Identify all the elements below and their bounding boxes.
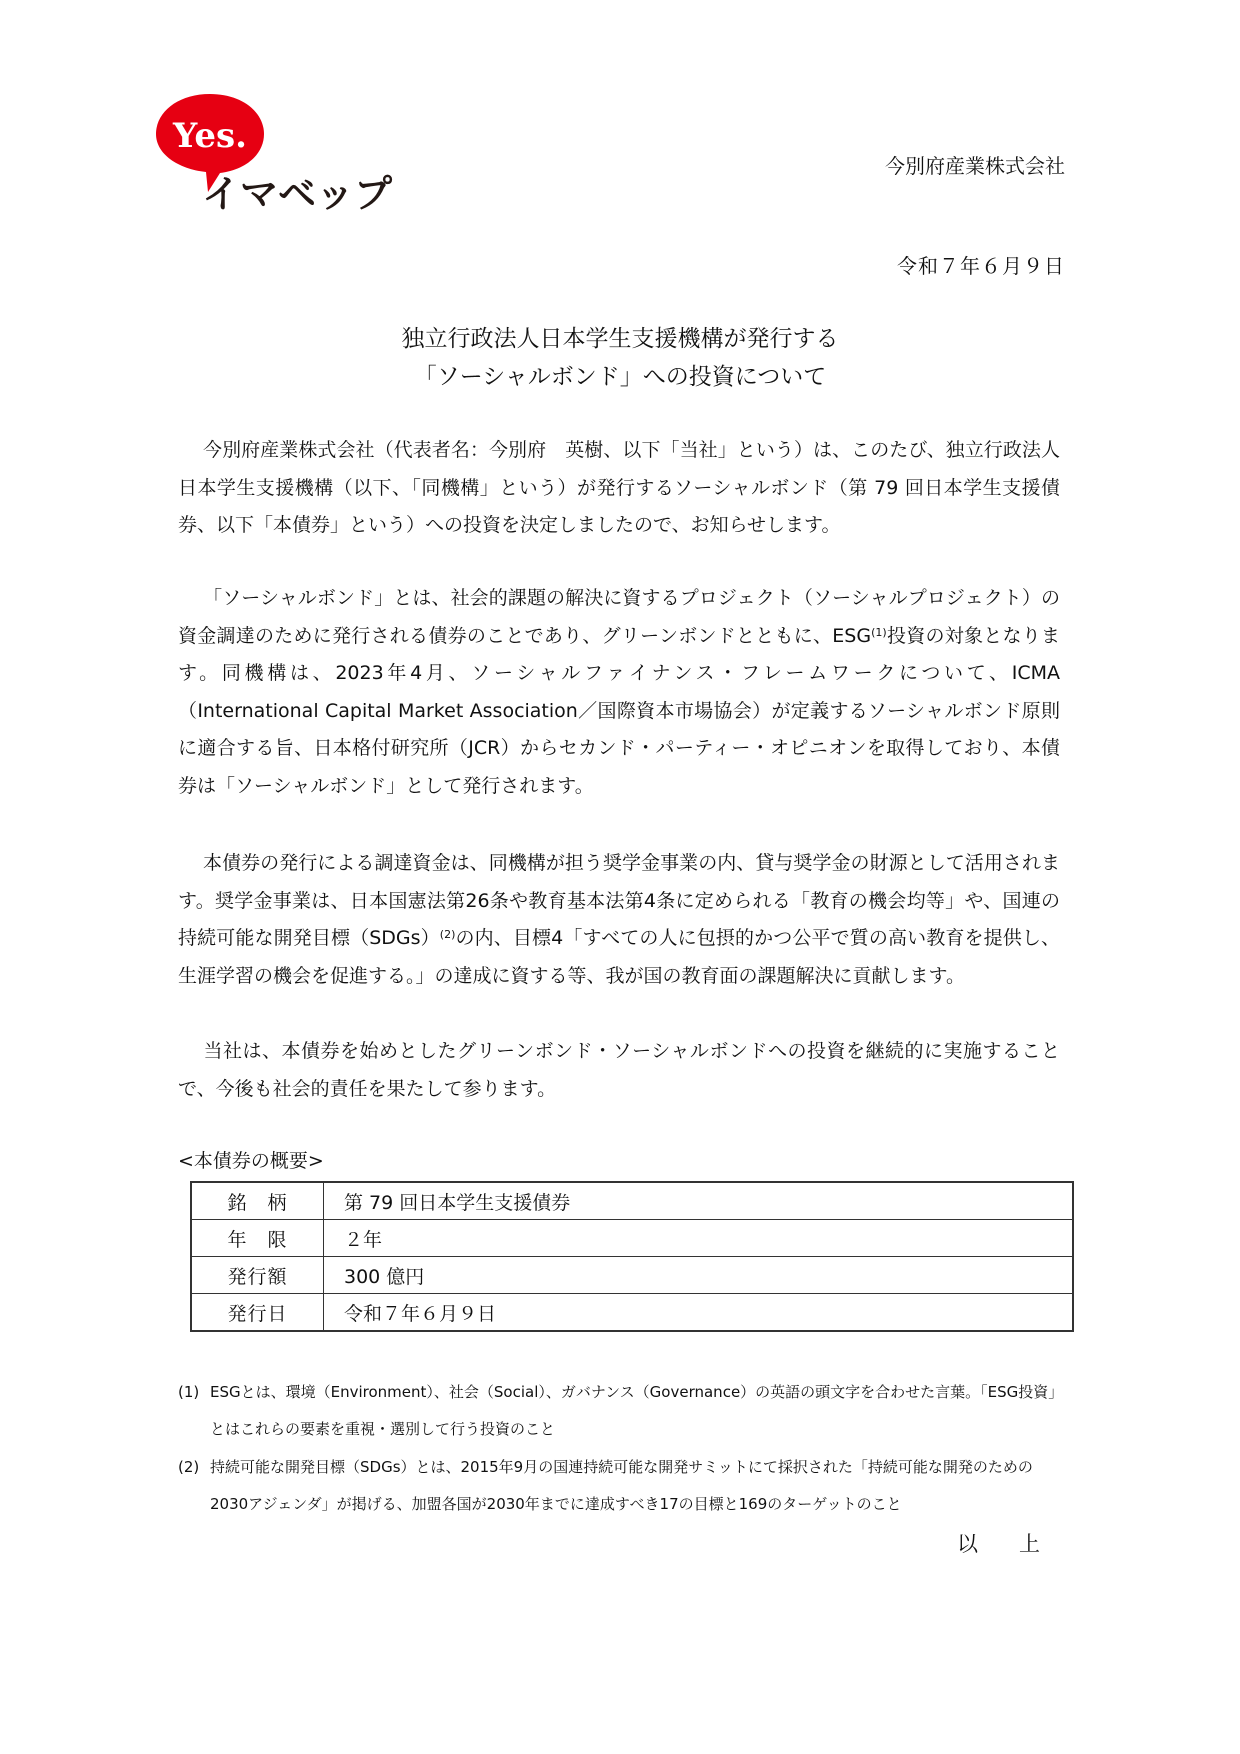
title-line-1: 独立行政法人日本学生支援機構が発行する (401, 326, 839, 352)
paragraph-commitment (178, 1033, 1060, 1108)
footnote-1 (178, 1374, 1078, 1448)
issue-date: 令和７年６月９日 (897, 254, 1065, 278)
row-value: 令和７年６月９日 (324, 1294, 1074, 1332)
paragraph-text: の内、目標4「すべての人に包摂的かつ公平で質の高い教育を提供し、生涯学習の機会を促進する。」の達成に資する等、我が国の教育面の課題解決に貢献します。 (178, 927, 1060, 987)
row-label: 発行額 (191, 1257, 324, 1294)
paragraph-social-bond-definition (178, 580, 1060, 805)
paragraph-text: 本債券の発行による調達資金は、同機構が担う奨学金事業の内、貸与奨学金の財源として活用されます。奨学金事業は、日本国憲法第26条や教育基本法第4条に定められる「教育の機会均等」や、国連の持続可能な開発目標（SDGs） (178, 852, 1060, 949)
paragraph-text: 当社は、本債券を始めとしたグリーンボンド・ソーシャルボンドへの投資を継続的に実施することで、今後も社会的責任を果たして参ります。 (178, 1040, 1060, 1100)
footnote-2 (178, 1449, 1078, 1523)
footnote-text: 持続可能な開発目標（SDGs）とは、2015年9月の国連持続可能な開発サミットにて採択された「持続可能な開発のための (210, 1458, 1033, 1476)
paragraph-fund-use (178, 845, 1060, 995)
row-value: 300 億円 (324, 1257, 1074, 1294)
footnote-text-continued: 2030アジェンダ」が掲げる、加盟各国が2030年までに達成すべき17の目標と169のターゲットのこと (210, 1495, 902, 1513)
title-line-2: 「ソーシャルボンド」への投資について (413, 364, 827, 390)
logo-wordmark: イマベップ (202, 172, 393, 216)
company-logo (152, 92, 402, 217)
row-label: 銘 柄 (191, 1182, 324, 1220)
row-value: 第 79 回日本学生支援債券 (324, 1182, 1074, 1220)
issuer-company-name: 今別府産業株式会社 (885, 154, 1065, 178)
bond-summary-table (190, 1181, 1074, 1332)
paragraph-text: 投資の対象となります。同機構は、2023年4月、ソーシャルファイナンス・フレームワークについて、ICMA（International Capital Market Association／国際資本市場協会）が定義するソーシャルボンド原則に適合する旨、日本格付研究所（JCR）からセカンド・パーティー・オピニオンを取得しており、本債券は「ソーシャルボンド」として発行されます。 (178, 624, 1060, 797)
table-row (191, 1294, 1073, 1332)
paragraph-announcement (178, 432, 1060, 545)
document-title (0, 320, 1240, 396)
footnote-number: (1) (178, 1383, 200, 1401)
logo-bubble-text: Yes. (173, 116, 247, 156)
closing-mark: 以 上 (957, 1532, 1050, 1556)
table-row (191, 1257, 1073, 1294)
footnote-ref-2: (2) (439, 928, 456, 941)
paragraph-text: 今別府産業株式会社（代表者名：今別府 英樹、以下「当社」という）は、このたび、独立行政法人日本学生支援機構（以下、「同機構」という）が発行するソーシャルボンド（第 79 回日本学生支援債券、以下「本債券」という）への投資を決定しましたので、お知らせします。 (178, 439, 1060, 536)
table-row (191, 1182, 1073, 1220)
row-value: ２年 (324, 1220, 1074, 1257)
paragraph-text: 「ソーシャルボンド」とは、社会的課題の解決に資するプロジェクト（ソーシャルプロジェクト）の資金調達のために発行される債券のことであり、グリーンボンドとともに、ESG (178, 587, 1060, 647)
row-label: 発行日 (191, 1294, 324, 1332)
footnote-number: (2) (178, 1458, 200, 1476)
footnote-text-continued: とはこれらの要素を重視・選別して行う投資のこと (210, 1420, 556, 1438)
row-label: 年 限 (191, 1220, 324, 1257)
table-row (191, 1220, 1073, 1257)
footnote-ref-1: (1) (871, 625, 887, 639)
footnote-text: ESGとは、環境（Environment）、社会（Social）、ガバナンス（Governance）の英語の頭文字を合わせた言葉。「ESG投資」 (210, 1383, 1064, 1401)
overview-heading: <本債券の概要> (178, 1150, 324, 1172)
